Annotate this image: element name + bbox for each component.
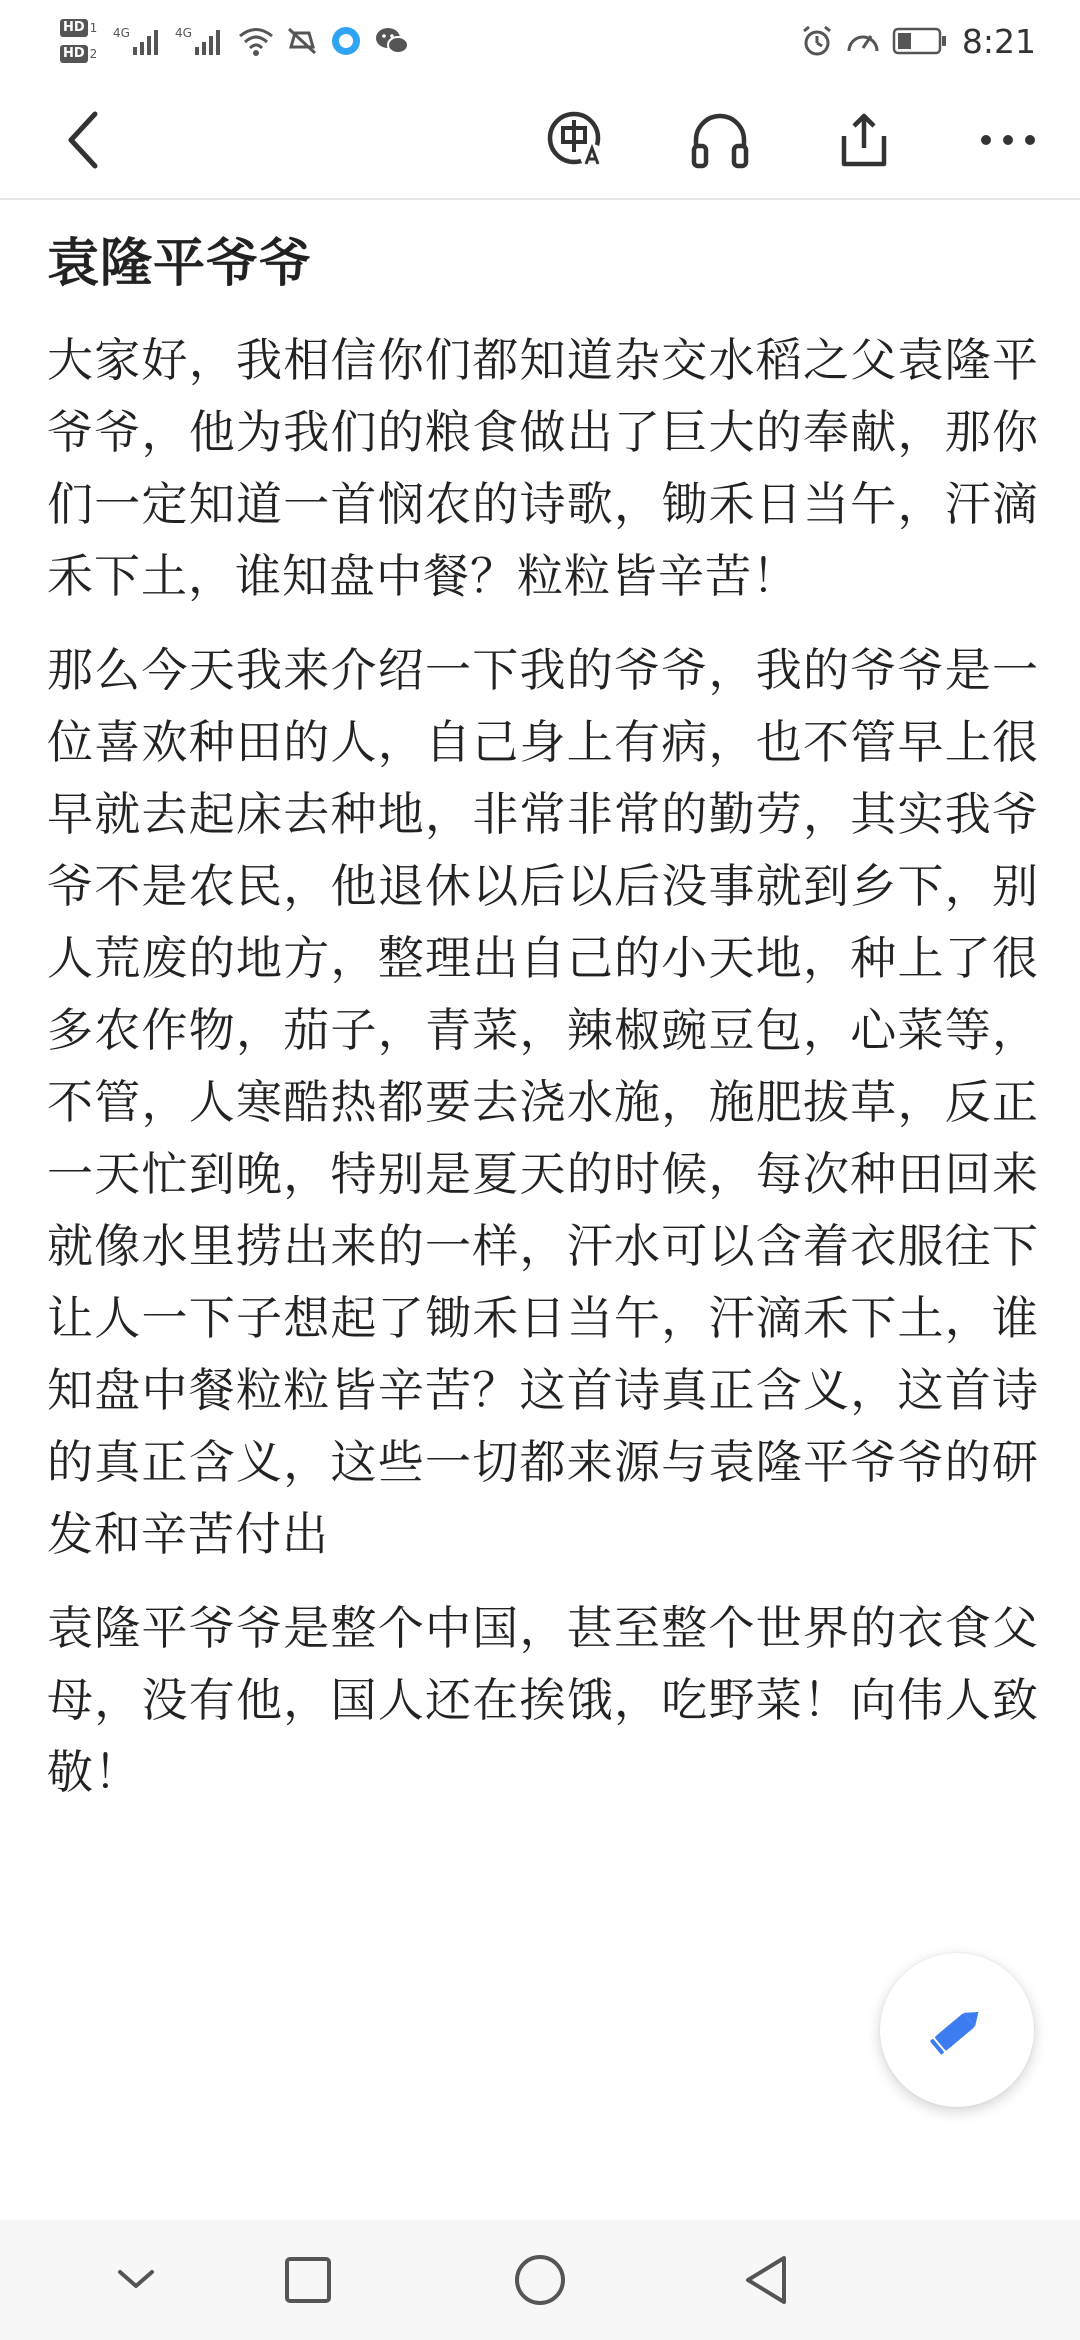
more-button[interactable]: [970, 102, 1046, 178]
hd-label: HD: [60, 45, 88, 63]
article-content: [47, 232, 1039, 1830]
qq-browser-icon: [329, 24, 363, 58]
listen-button[interactable]: [682, 102, 758, 178]
hd-indicators: [60, 15, 97, 67]
notification-off-icon: [285, 25, 319, 57]
signal-sim2-icon: [175, 23, 227, 59]
hd-indicator-1: [60, 17, 97, 39]
article-paragraph-1: 大家好，我相信你们都知道杂交水稻之父袁隆平爷爷，他为我们的粮食做出了巨大的奉献，那你们一定知道一首悯农的诗歌，锄禾日当午，汗滴禾下土，谁知盘中餐？粒粒皆辛苦！: [47, 333, 1039, 603]
wifi-icon: [237, 25, 275, 57]
hd-number: 2: [89, 47, 98, 61]
status-bar-right: [790, 10, 1036, 72]
headphones-icon: [688, 108, 752, 172]
status-bar-left: [60, 10, 411, 72]
sim2-network-type: 4G: [175, 26, 193, 40]
share-button[interactable]: [826, 102, 902, 178]
back-icon: [59, 108, 109, 172]
more-icon: [976, 108, 1040, 172]
nav-recent-icon: [282, 2254, 334, 2306]
status-bar: [0, 0, 1080, 80]
edit-fab-button[interactable]: [880, 1953, 1034, 2107]
nav-collapse-button[interactable]: [104, 2248, 168, 2312]
back-button[interactable]: [46, 102, 122, 178]
system-nav-bar: [0, 2220, 1080, 2340]
edit-pencil-icon: [927, 2000, 987, 2060]
article-paragraph-2: 那么今天我来介绍一下我的爷爷，我的爷爷是一位喜欢种田的人，自己身上有病，也不管早上很早就去起床去种地，非常非常的勤劳，其实我爷爷不是农民，他退休以后以后没事就到乡下，别人荒废的地方，整理出自己的小天地，种上了很多农作物，茄子，青菜，辣椒豌豆包，心菜等，不管，人寒酷热都要去浇水施，施肥拔草，反正一天忙到晚，特别是夏天的时候，每次种田回来就像水里捞出来的一样，汗水可以含着衣服往下让人一下子想起了锄禾日当午，汗滴禾下土，谁知盘中餐粒粒皆辛苦？这首诗真正含义，这首诗的真正含义，这些一切都来源与袁隆平爷爷的研发和辛苦付出: [47, 643, 1039, 1561]
article-paragraph-3: 袁隆平爷爷是整个中国，甚至整个世界的衣食父母，没有他，国人还在挨饿，吃野菜！向伟人致敬！: [47, 1601, 1039, 1799]
nav-home-button[interactable]: [508, 2248, 572, 2312]
nav-back-icon: [740, 2252, 796, 2308]
status-time: 8:21: [961, 21, 1036, 61]
nav-home-icon: [512, 2252, 568, 2308]
translate-button[interactable]: [538, 102, 614, 178]
top-toolbar: [0, 80, 1080, 200]
nav-recent-button[interactable]: [276, 2248, 340, 2312]
hd-indicator-2: [60, 43, 97, 65]
hd-number: 1: [89, 21, 98, 35]
battery-icon: [892, 26, 948, 56]
wechat-icon: [373, 24, 411, 58]
sim1-network-type: 4G: [113, 26, 131, 40]
hd-label: HD: [60, 19, 88, 37]
nav-collapse-icon: [112, 2256, 160, 2304]
alarm-icon: [800, 24, 834, 58]
translate-icon: [544, 108, 608, 172]
article-title: 袁隆平爷爷: [47, 234, 313, 294]
signal-sim1-icon: [113, 23, 165, 59]
nav-back-button[interactable]: [736, 2248, 800, 2312]
speed-icon: [844, 24, 882, 58]
share-icon: [832, 108, 896, 172]
